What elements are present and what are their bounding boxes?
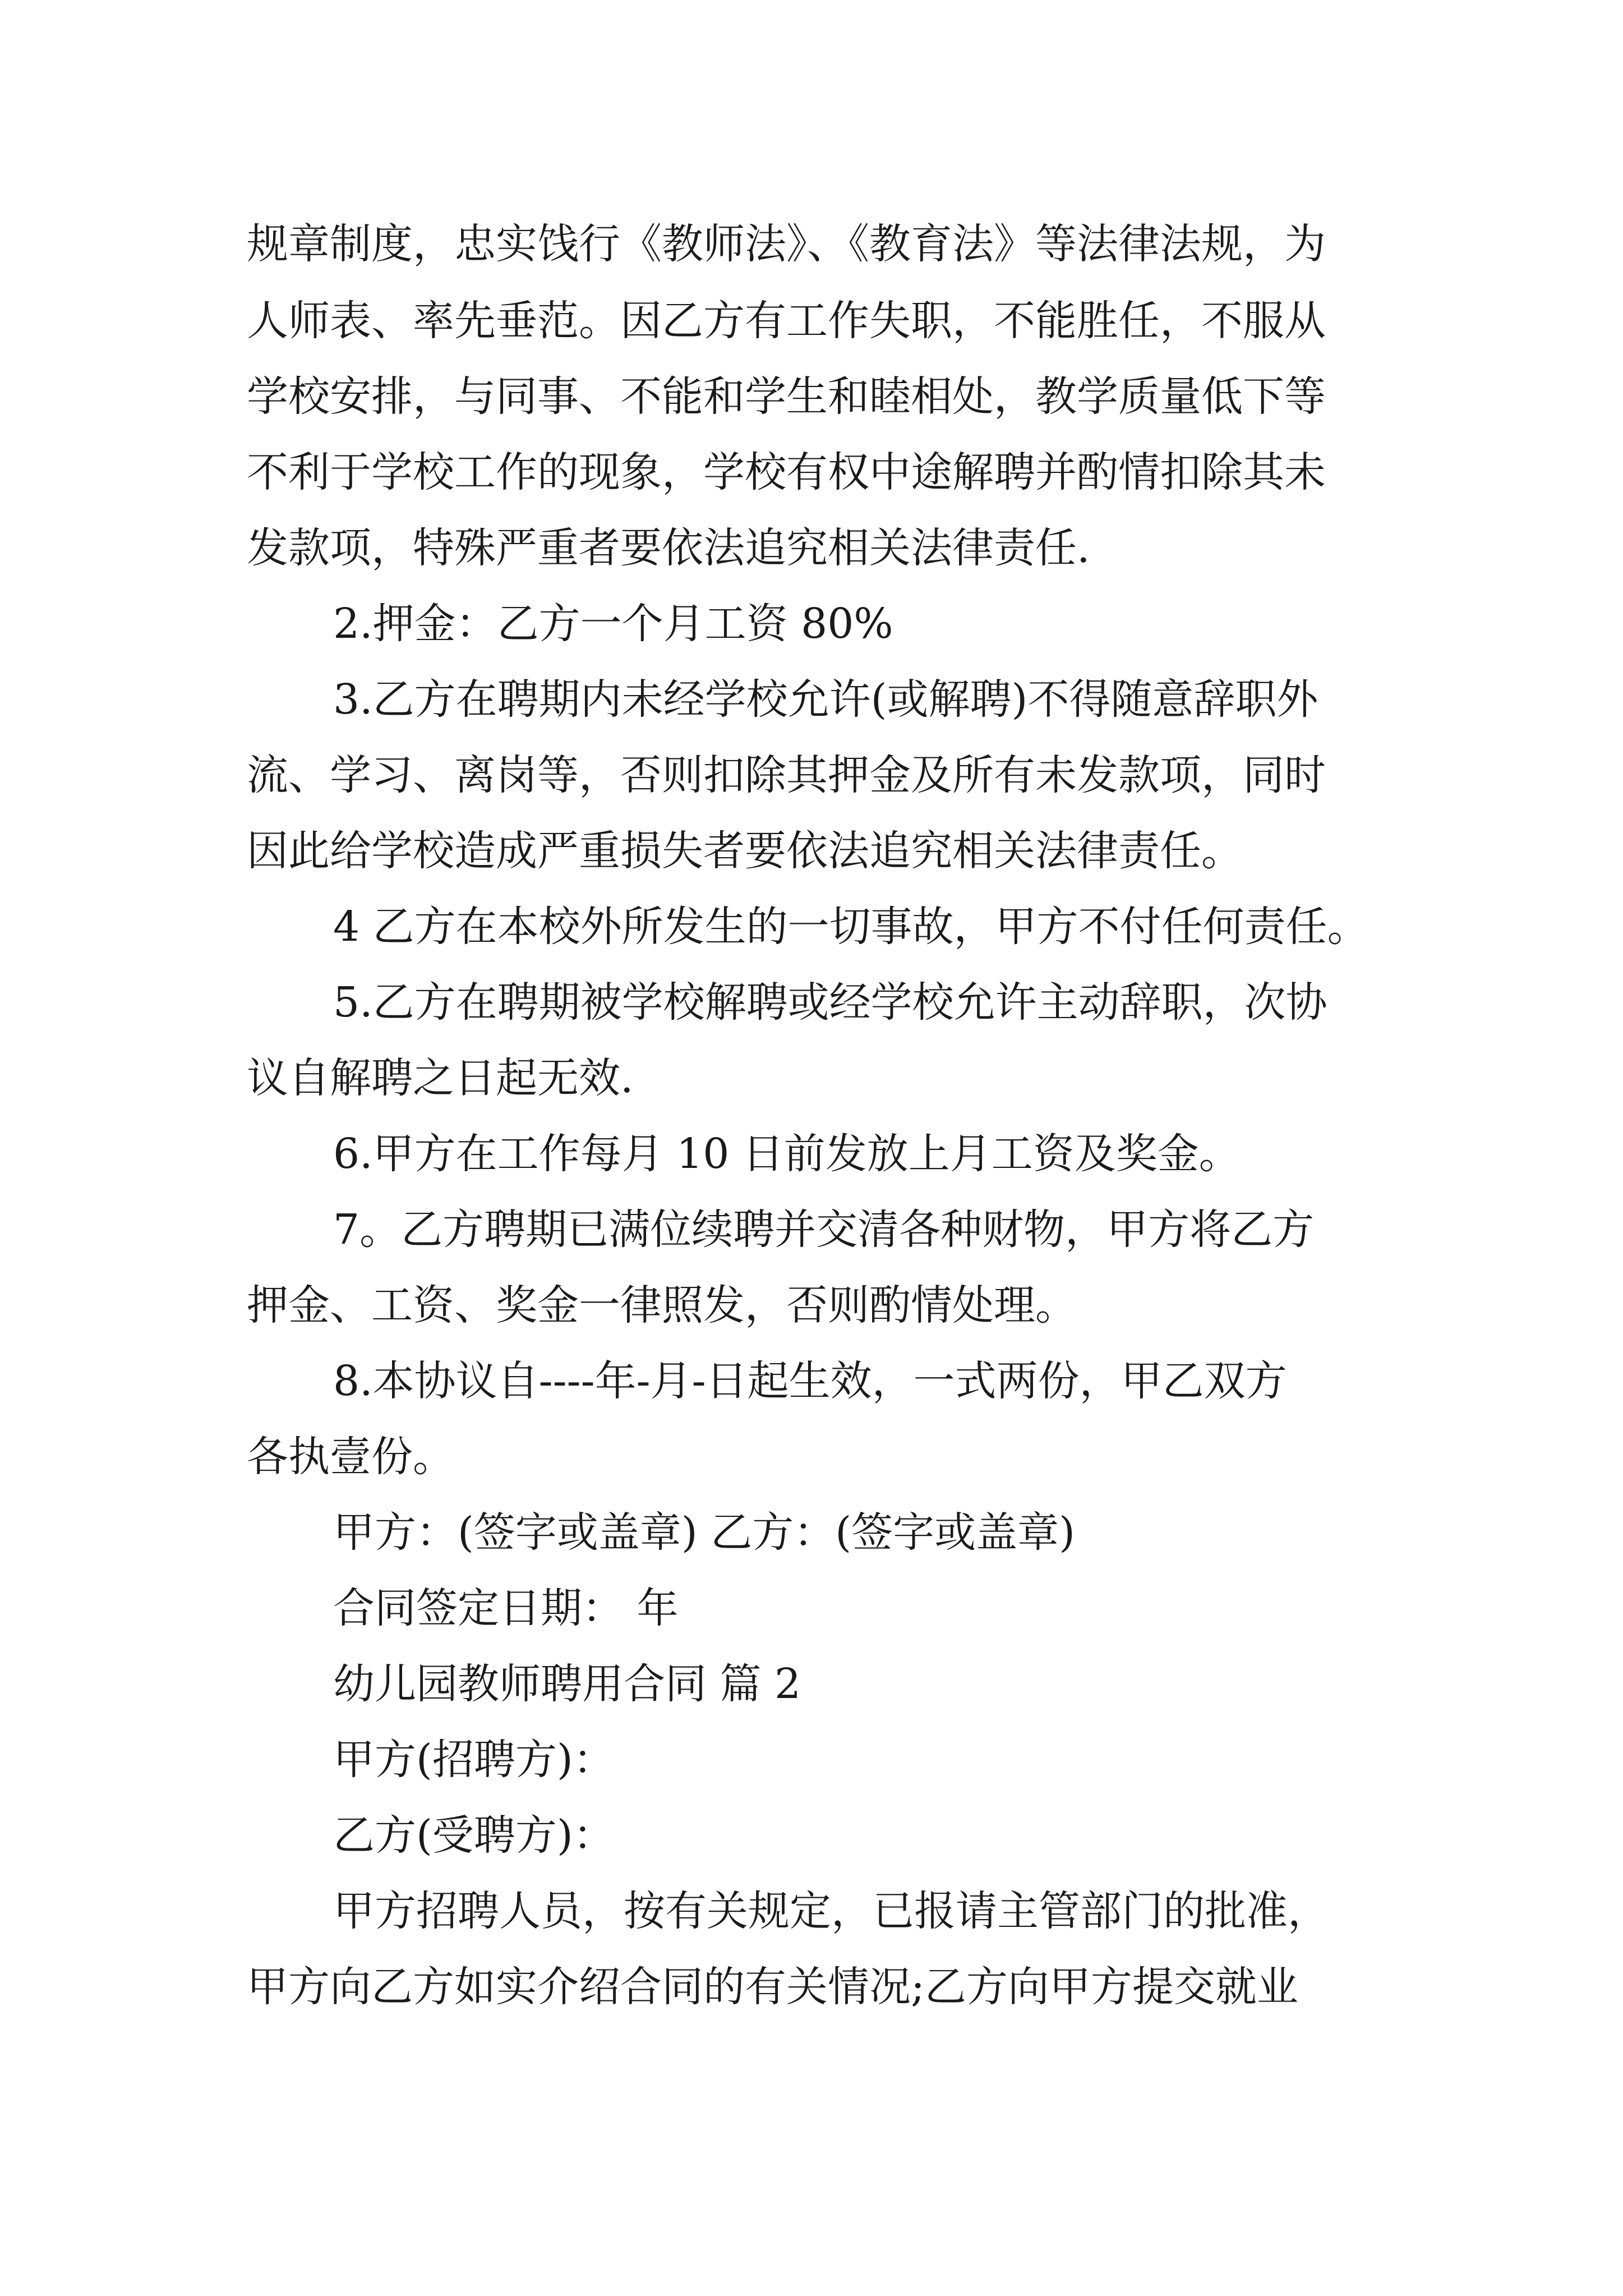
paragraph-line: 甲方向乙方如实介绍合同的有关情况;乙方向甲方提交就业: [247, 1963, 1298, 2011]
paragraph-line: 押金、工资、奖金一律照发，否则酌情处理。: [247, 1281, 1077, 1329]
paragraph-line: 流、学习、离岗等，否则扣除其押金及所有未发款项，同时: [247, 751, 1326, 799]
clause-effective: 8.本协议自----年-月-日起生效，一式两份，甲乙双方: [333, 1357, 1287, 1405]
signing-date: 合同签定日期： 年: [333, 1584, 679, 1632]
clause-dismissal: 5.乙方在聘期被学校解聘或经学校允许主动辞职，次协: [333, 978, 1327, 1027]
clause-resignation: 3.乙方在聘期内未经学校允许(或解聘)不得随意辞职外: [333, 675, 1318, 724]
clause-liability: 4 乙方在本校外所发生的一切事故，甲方不付任何责任。: [333, 903, 1369, 951]
party-b-label: 乙方(受聘方)：: [333, 1811, 615, 1860]
signature-line: 甲方：(签字或盖章) 乙方：(签字或盖章): [333, 1508, 1076, 1557]
paragraph-line: 不利于学校工作的现象，学校有权中途解聘并酌情扣除其未: [247, 448, 1326, 496]
clause-deposit: 2.押金：乙方一个月工资 80%: [333, 600, 893, 648]
paragraph-line: 学校安排，与同事、不能和学生和睦相处，教学质量低下等: [247, 372, 1326, 421]
paragraph-line: 甲方招聘人员，按有关规定，已报请主管部门的批准，: [333, 1887, 1329, 1935]
paragraph-line: 议自解聘之日起无效.: [247, 1054, 634, 1102]
clause-salary: 6.甲方在工作每月 10 日前发放上月工资及奖金。: [333, 1130, 1241, 1178]
paragraph-line: 发款项，特殊严重者要依法追究相关法律责任.: [247, 524, 1090, 572]
paragraph-line: 规章制度，忠实饯行《教师法》、《教育法》等法律法规，为: [247, 220, 1326, 268]
paragraph-line: 因此给学校造成严重损失者要依法追究相关法律责任。: [247, 827, 1243, 875]
section-title: 幼儿园教师聘用合同 篇 2: [333, 1660, 801, 1708]
paragraph-line: 人师表、率先垂范。因乙方有工作失职，不能胜任，不服从: [247, 297, 1326, 345]
paragraph-line: 各执壹份。: [247, 1433, 454, 1481]
clause-renewal: 7。乙方聘期已满位续聘并交清各种财物，甲方将乙方: [333, 1205, 1315, 1254]
party-a-label: 甲方(招聘方)：: [333, 1736, 615, 1784]
